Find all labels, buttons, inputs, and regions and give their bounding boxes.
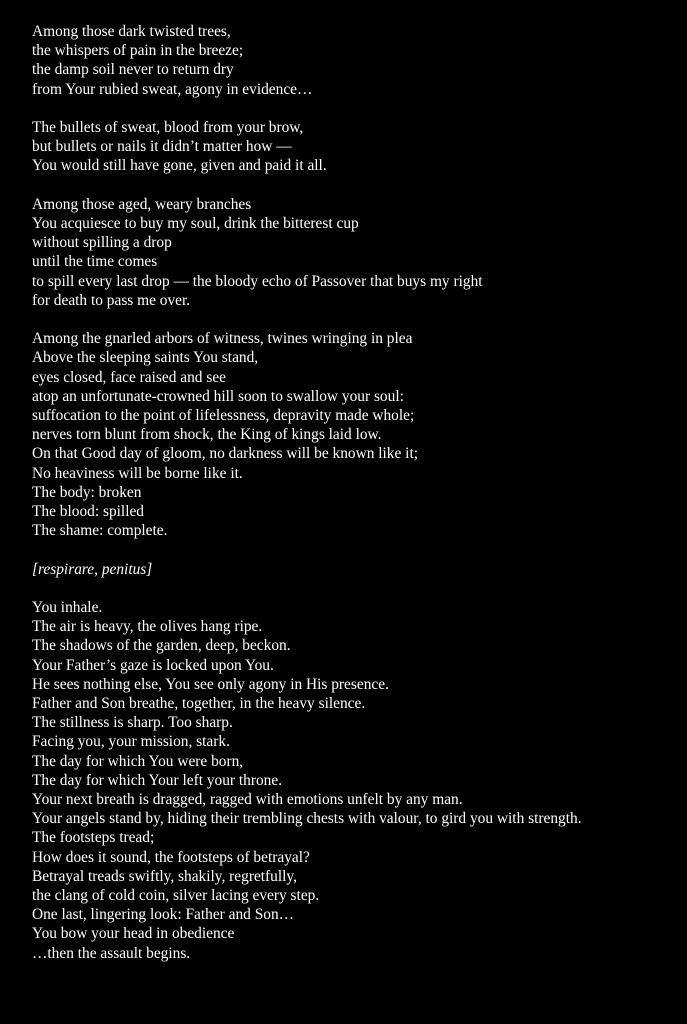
poem-line: You inhale. [32, 599, 103, 617]
poem-line: the damp soil never to return dry [32, 61, 234, 79]
stanza-6 [32, 598, 672, 963]
poem-line: from Your rubied sweat, agony in evidence… [32, 80, 313, 98]
poem-line: On that Good day of gloom, no darkness will be known like it; [32, 445, 418, 463]
poem-line: nerves torn blunt from shock, the King of kings laid low. [32, 426, 382, 444]
poem-line: for death to pass me over. [32, 291, 191, 309]
stage-direction: [respirare, penitus] [32, 560, 153, 578]
poem-line: He sees nothing else, You see only agony in His presence. [32, 675, 389, 693]
stanza-1 [32, 22, 672, 99]
poem-line: Father and Son breathe, together, in the heavy silence. [32, 695, 366, 713]
poem-line: The shadows of the garden, deep, beckon. [32, 637, 291, 655]
poem-line: The air is heavy, the olives hang ripe. [32, 618, 263, 636]
poem-line: No heaviness will be borne like it. [32, 464, 243, 482]
poem-line: One last, lingering look: Father and Son… [32, 906, 295, 924]
poem-line: You would still have gone, given and paid it all. [32, 157, 327, 175]
poem-line: …then the assault begins. [32, 944, 191, 962]
poem-line: The body: broken [32, 483, 142, 501]
poem-line: to spill every last drop — the bloody echo of Passover that buys my right [32, 272, 483, 290]
stanza-5 [32, 560, 672, 579]
poem-line: The day for which You were born, [32, 752, 244, 770]
stanza-4 [32, 329, 672, 540]
poem-line: Among those dark twisted trees, [32, 23, 231, 40]
poem-text [32, 22, 672, 982]
poem-line: without spilling a drop [32, 234, 172, 252]
poem-line: Above the sleeping saints You stand, [32, 349, 259, 367]
poem-line: Betrayal treads swiftly, shakily, regretfully, [32, 867, 297, 885]
poem-line: but bullets or nails it didn’t matter how — [32, 138, 292, 156]
poem-line: atop an unfortunate-crowned hill soon to swallow your soul: [32, 387, 404, 405]
poem-line: The blood: spilled [32, 503, 144, 521]
poem-line: The day for which Your left your throne. [32, 771, 283, 789]
poem-line: suffocation to the point of lifelessness, depravity made whole; [32, 407, 415, 425]
poem-line: Among those aged, weary branches [32, 195, 252, 213]
poem-line: eyes closed, face raised and see [32, 368, 226, 386]
poem-line: the whispers of pain in the breeze; [32, 42, 244, 60]
poem-line: Your next breath is dragged, ragged with emotions unfelt by any man. [32, 791, 463, 809]
poem-line: Your Father’s gaze is locked upon You. [32, 656, 274, 674]
stanza-3 [32, 195, 672, 310]
poem-line: The bullets of sweat, blood from your brow, [32, 119, 304, 136]
poem-line: Among the gnarled arbors of witness, twines wringing in plea [32, 330, 413, 348]
poem-line: until the time comes [32, 253, 158, 271]
poem-line: the clang of cold coin, silver lacing every step. [32, 887, 320, 905]
poem-line: You bow your head in obedience [32, 925, 235, 943]
poem-line: How does it sound, the footsteps of betrayal? [32, 848, 310, 866]
stanza-2 [32, 118, 672, 176]
poem-line: You acquiesce to buy my soul, drink the bitterest cup [32, 215, 359, 232]
poem-line: The stillness is sharp. Too sharp. [32, 714, 233, 732]
poem-line: The footsteps tread; [32, 829, 155, 847]
poem-line: Facing you, your mission, stark. [32, 733, 230, 751]
poem-line: Your angels stand by, hiding their trembling chests with valour, to gird you with strength. [32, 810, 582, 828]
poem-line: The shame: complete. [32, 522, 168, 540]
